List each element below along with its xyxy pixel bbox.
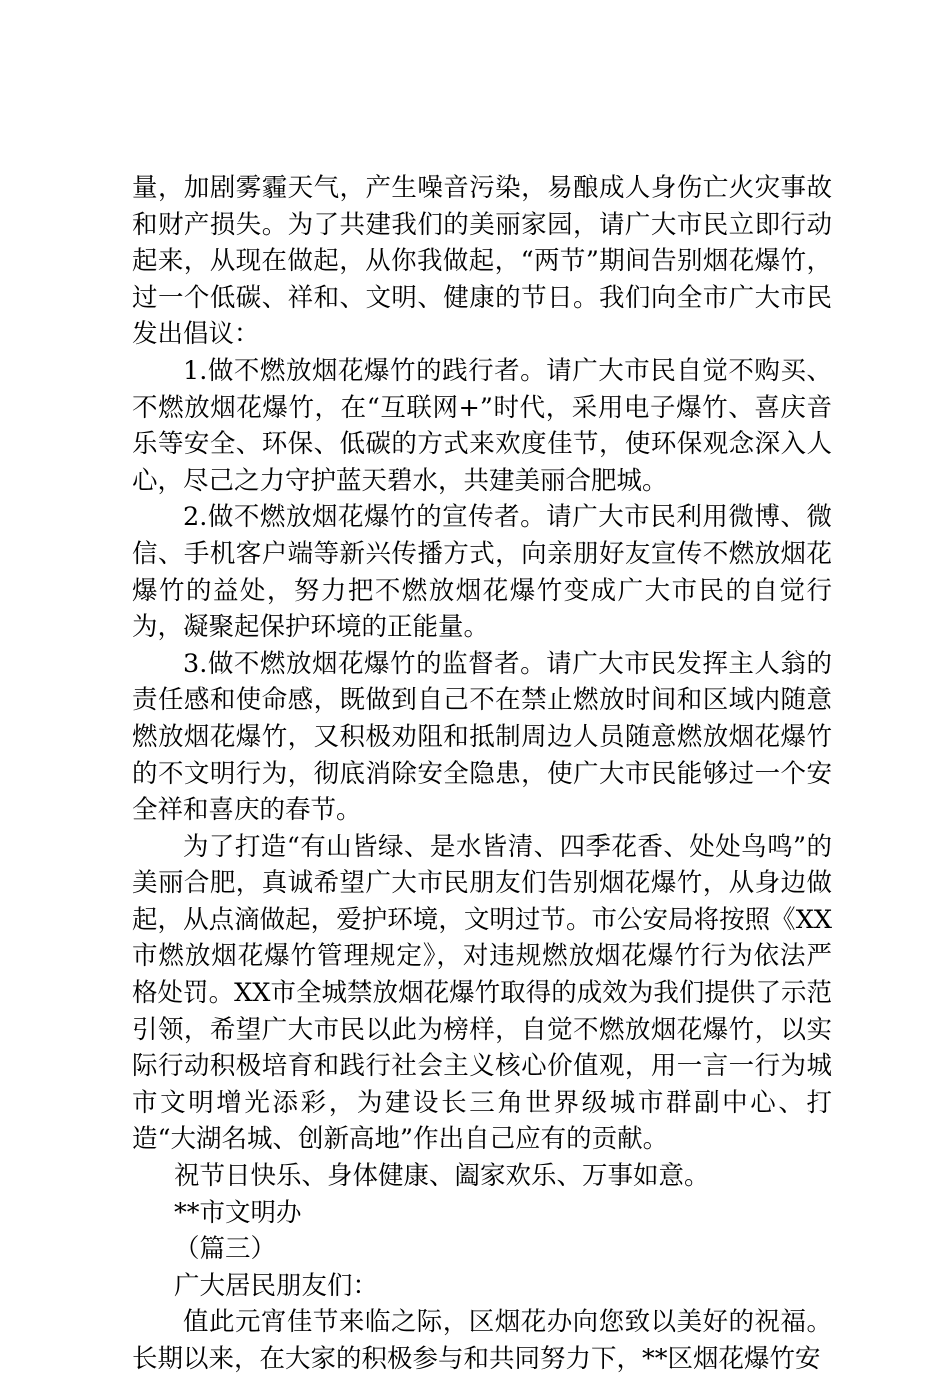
signature-office: **市文明办 <box>174 1197 302 1228</box>
section-heading: （篇三） <box>174 1234 277 1265</box>
paragraph-closing: 为了打造“有山皆绿、是水皆清、四季花香、处处鸟鸣”的美丽合肥，真诚希望广大市民朋友们告别烟花爆竹，从身边做起，从点滴做起，爱护环境，文明过节。市公安局将按照《XX市燃放烟花爆竹管理规定》，对违规燃放烟花爆竹行为依法严格处罚。XX市全城禁放烟花爆竹取得的成效为我们提供了示范引领，希望广大市民以此为榜样，自觉不燃放烟花爆竹，以实际行动积极培育和践行社会主义核心价值观，用一言一行为城市文明增光添彩，为建设长三角世界级城市群副中心、打造“大湖名城、创新高地”作出自己应有的贡献。 <box>132 831 832 1155</box>
document-body <box>132 170 832 1378</box>
salutation: 广大居民朋友们： <box>174 1270 379 1301</box>
paragraph-item-2: 2.做不燃放烟花爆竹的宣传者。请广大市民利用微博、微信、手机客户端等新兴传播方式，向亲朋好友宣传不燃放烟花爆竹的益处，努力把不燃放烟花爆竹变成广大市民的自觉行为，凝聚起保护环境的正能量。 <box>132 502 832 643</box>
paragraph-item-3: 3.做不燃放烟花爆竹的监督者。请广大市民发挥主人翁的责任感和使命感，既做到自己不在禁止燃放时间和区域内随意燃放烟花爆竹，又积极劝阻和抵制周边人员随意燃放烟花爆竹的不文明行为，彻底消除安全隐患，使广大市民能够过一个安全祥和喜庆的春节。 <box>132 648 832 826</box>
paragraph-item-1: 1.做不燃放烟花爆竹的践行者。请广大市民自觉不购买、不燃放烟花爆竹，在“互联网+”时代，采用电子爆竹、喜庆音乐等安全、环保、低碳的方式来欢度佳节，使环保观念深入人心，尽己之力守护蓝天碧水，共建美丽合肥城。 <box>132 355 832 496</box>
paragraph-wishes: 祝节日快乐、身体健康、阖家欢乐、万事如意。 <box>174 1161 710 1192</box>
paragraph-lantern-festival: 值此元宵佳节来临之际，区烟花办向您致以美好的祝福。长期以来，在大家的积极参与和共同努力下，**区烟花爆竹安 <box>132 1307 832 1374</box>
paragraph-intro-continued: 量，加剧雾霾天气，产生噪音污染，易酿成人身伤亡火灾事故和财产损失。为了共建我们的美丽家园，请广大市民立即行动起来，从现在做起，从你我做起，“两节”期间告别烟花爆竹，过一个低碳、祥和、文明、健康的节日。我们向全市广大市民发出倡议： <box>132 173 832 350</box>
